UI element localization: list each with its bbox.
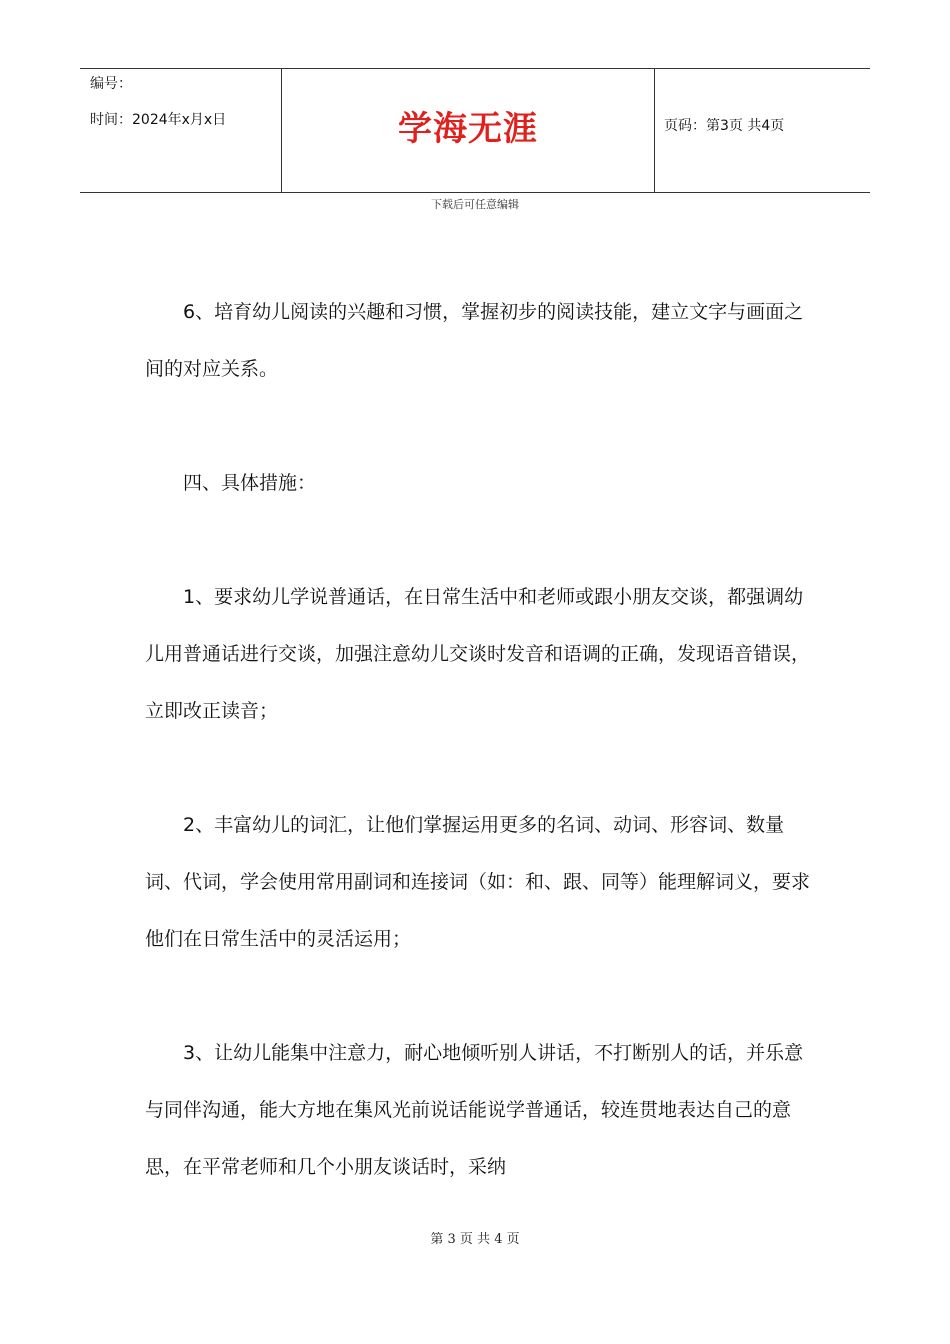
editable-note: 下载后可任意编辑: [431, 198, 519, 211]
document-body: [145, 284, 815, 1196]
paragraph-measure-3: 3、让幼儿能集中注意力，耐心地倾听别人讲话，不打断别人的话，并乐意与同伴沟通，能大方地在集风光前说话能说学普通话，较连贯地表达自己的意思，在平常老师和几个小朋友谈话时，采纳: [145, 1042, 804, 1178]
page-footer: 第 3 页 共 4 页: [430, 1232, 520, 1247]
document-time-label: 时间：2024年x月x日: [90, 112, 227, 128]
paragraph-reading-goal: 6、培育幼儿阅读的兴趣和习惯，掌握初步的阅读技能，建立文字与画面之间的对应关系。: [145, 301, 804, 380]
paragraph-measure-2: 2、丰富幼儿的词汇，让他们掌握运用更多的名词、动词、形容词、数量词、代词，学会使用常用副词和连接词（如：和、跟、同等）能理解词义，要求他们在日常生活中的灵活运用；: [145, 814, 811, 950]
brand-title: 学海无涯: [398, 109, 538, 149]
paragraph-measure-1: 1、要求幼儿学说普通话，在日常生活中和老师或跟小朋友交谈，都强调幼儿用普通话进行交谈，加强注意幼儿交谈时发音和语调的正确，发现语音错误，立即改正读音；: [145, 586, 811, 722]
page-code-label: 页码：第3页 共4页: [664, 118, 785, 134]
document-header: [80, 68, 870, 193]
document-number-label: 编号：: [90, 76, 132, 92]
section-heading-measures: 四、具体措施：: [183, 472, 317, 494]
header-divider-right: [654, 69, 655, 192]
